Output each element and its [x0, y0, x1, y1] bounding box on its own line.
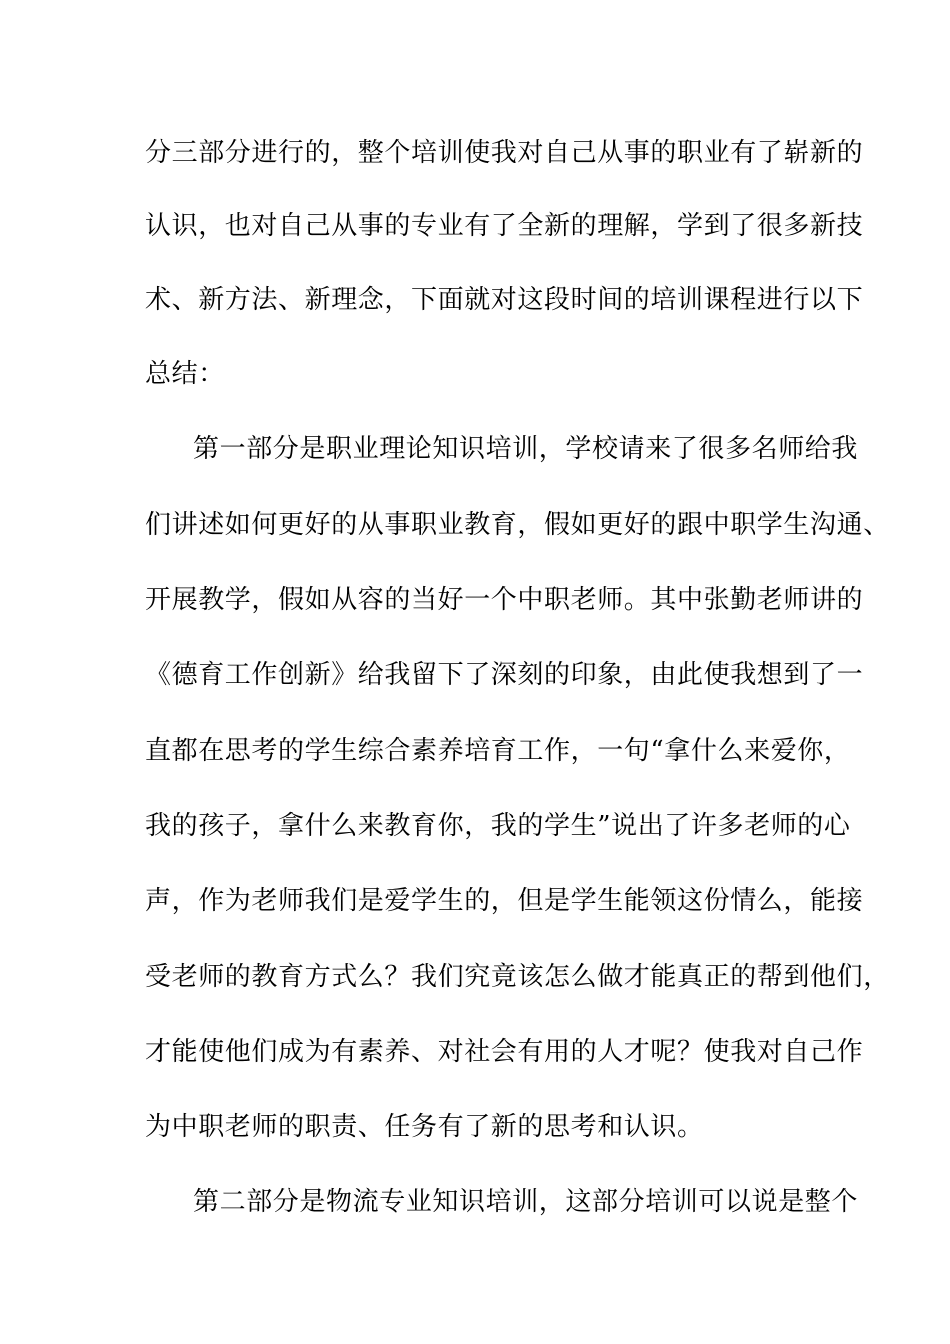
body-text-line: 声，作为老师我们是爱学生的，但是学生能领这份情么，能接: [145, 886, 864, 916]
body-text-line: 直都在思考的学生综合素养培育工作，一句“拿什么来爱你，: [145, 736, 851, 766]
body-text-line: 为中职老师的职责、任务有了新的思考和认识。: [145, 1112, 704, 1142]
body-text-line: 分三部分进行的，整个培训使我对自己从事的职业有了崭新的: [145, 138, 864, 168]
paragraph-first-line: 第二部分是物流专业知识培训，这部分培训可以说是整个: [193, 1187, 859, 1217]
body-text-line: 认识，也对自己从事的专业有了全新的理解，学到了很多新技: [145, 211, 864, 241]
body-text-line: 我的孩子，拿什么来教育你，我的学生”说出了许多老师的心: [145, 811, 851, 841]
body-text-line: 开展教学，假如从容的当好一个中职老师。其中张勤老师讲的: [145, 585, 864, 615]
paragraph-first-line: 第一部分是职业理论知识培训，学校请来了很多名师给我: [193, 434, 859, 464]
body-text-line: 《德育工作创新》给我留下了深刻的印象，由此使我想到了一: [145, 660, 864, 690]
body-text-line: 们讲述如何更好的从事职业教育，假如更好的跟中职学生沟通、: [145, 510, 890, 540]
body-text-line: 术、新方法、新理念，下面就对这段时间的培训课程进行以下: [145, 285, 864, 315]
body-text-line: 总结：: [145, 359, 225, 389]
body-text-line: 才能使他们成为有素养、对社会有用的人才呢？使我对自己作: [145, 1037, 864, 1067]
body-text-line: 受老师的教育方式么？我们究竟该怎么做才能真正的帮到他们，: [145, 962, 890, 992]
